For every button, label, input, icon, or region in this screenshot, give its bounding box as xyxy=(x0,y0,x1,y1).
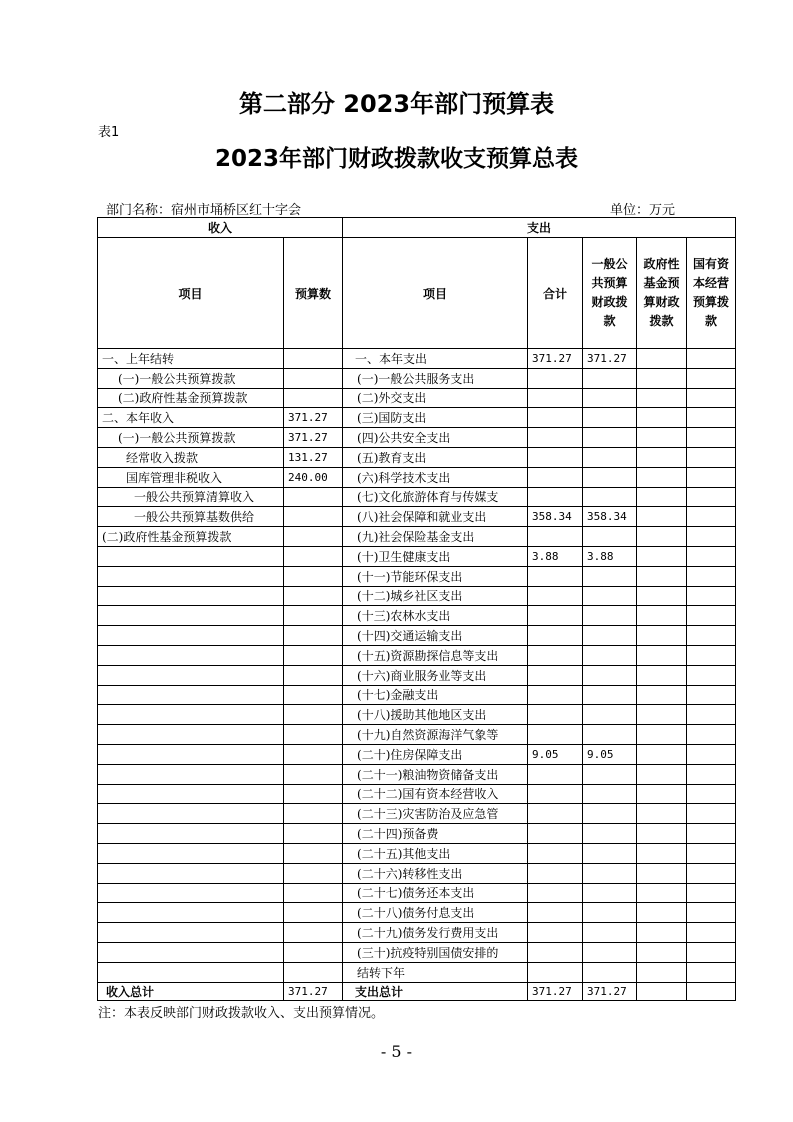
expense-total xyxy=(528,824,583,844)
expense-item: (二十五)其他支出 xyxy=(343,843,528,863)
expense-item: (十六)商业服务业等支出 xyxy=(343,665,528,685)
table-row xyxy=(98,863,736,883)
income-item: 一般公共预算清算收入 xyxy=(98,487,284,507)
table-row xyxy=(98,744,736,764)
income-item-empty xyxy=(98,962,284,982)
income-amount-empty xyxy=(284,705,343,725)
expense-general xyxy=(583,923,637,943)
table-row xyxy=(98,408,736,428)
budget-header: 预算数 xyxy=(284,238,343,349)
expense-general xyxy=(583,962,637,982)
income-amount-empty xyxy=(284,942,343,962)
expense-total xyxy=(528,843,583,863)
expense-fund xyxy=(637,388,687,408)
expense-item: (二)外交支出 xyxy=(343,388,528,408)
income-amount-empty xyxy=(284,784,343,804)
expense-total-label: 支出总计 xyxy=(343,982,528,1000)
income-item-empty xyxy=(98,883,284,903)
income-amount-empty xyxy=(284,626,343,646)
table-row xyxy=(98,843,736,863)
income-header: 收入 xyxy=(98,218,343,238)
expense-item: (二十四)预备费 xyxy=(343,824,528,844)
expense-item-header: 项目 xyxy=(343,238,528,349)
expense-general xyxy=(583,487,637,507)
department-name: 部门名称：宿州市埇桥区红十字会 xyxy=(106,203,302,218)
expense-general xyxy=(583,843,637,863)
table-row xyxy=(98,784,736,804)
income-amount xyxy=(284,349,343,369)
income-amount-empty xyxy=(284,546,343,566)
expense-general xyxy=(583,804,637,824)
expense-total xyxy=(528,388,583,408)
expense-item: (二十三)灾害防治及应急管 xyxy=(343,804,528,824)
income-item-header: 项目 xyxy=(98,238,284,349)
expense-fund xyxy=(637,883,687,903)
expense-total xyxy=(528,883,583,903)
expense-state-capital xyxy=(687,606,736,626)
income-item-empty xyxy=(98,942,284,962)
expense-general xyxy=(583,725,637,745)
expense-item: (二十一)粮油物资储备支出 xyxy=(343,764,528,784)
income-amount: 240.00 xyxy=(284,467,343,487)
expense-item: (二十八)债务付息支出 xyxy=(343,903,528,923)
expense-fund xyxy=(637,784,687,804)
expense-item: 一、本年支出 xyxy=(343,349,528,369)
expense-general-total: 371.27 xyxy=(583,982,637,1000)
expense-item: (三十)抗疫特别国债安排的 xyxy=(343,942,528,962)
expense-state-capital xyxy=(687,764,736,784)
expense-item: (二十二)国有资本经营收入 xyxy=(343,784,528,804)
income-amount-empty xyxy=(284,883,343,903)
table-row xyxy=(98,507,736,527)
expense-item: (十二)城乡社区支出 xyxy=(343,586,528,606)
expense-general xyxy=(583,883,637,903)
income-amount xyxy=(284,507,343,527)
expense-general xyxy=(583,665,637,685)
expense-state-capital xyxy=(687,725,736,745)
expense-general xyxy=(583,824,637,844)
table-row xyxy=(98,942,736,962)
income-item-empty xyxy=(98,843,284,863)
general-budget-header: 一般公共预算财政拨款 xyxy=(583,238,637,349)
expense-state-capital xyxy=(687,705,736,725)
expense-fund xyxy=(637,903,687,923)
expense-total xyxy=(528,962,583,982)
expense-total xyxy=(528,626,583,646)
income-amount-empty xyxy=(284,685,343,705)
expense-general xyxy=(583,764,637,784)
income-item-empty xyxy=(98,566,284,586)
table-row xyxy=(98,566,736,586)
expense-state-capital xyxy=(687,388,736,408)
state-capital-header: 国有资本经营预算拨款 xyxy=(687,238,736,349)
expense-state-capital xyxy=(687,349,736,369)
expense-general xyxy=(583,428,637,448)
expense-state-capital xyxy=(687,546,736,566)
table-row xyxy=(98,606,736,626)
expense-state-capital xyxy=(687,863,736,883)
income-item: 二、本年收入 xyxy=(98,408,284,428)
expense-item: (二十七)债务还本支出 xyxy=(343,883,528,903)
income-amount-empty xyxy=(284,843,343,863)
table-row xyxy=(98,645,736,665)
expense-state-capital xyxy=(687,665,736,685)
table-row xyxy=(98,903,736,923)
income-amount-empty xyxy=(284,863,343,883)
income-amount: 131.27 xyxy=(284,447,343,467)
expense-total: 3.88 xyxy=(528,546,583,566)
expense-total xyxy=(528,804,583,824)
expense-item: (十八)援助其他地区支出 xyxy=(343,705,528,725)
expense-item: (二十九)债务发行费用支出 xyxy=(343,923,528,943)
expense-fund xyxy=(637,725,687,745)
expense-general xyxy=(583,527,637,547)
expense-fund xyxy=(637,942,687,962)
expense-item: (一)一般公共服务支出 xyxy=(343,368,528,388)
expense-general: 3.88 xyxy=(583,546,637,566)
expense-state-capital xyxy=(687,843,736,863)
expense-state-capital xyxy=(687,923,736,943)
expense-total: 371.27 xyxy=(528,349,583,369)
income-item-empty xyxy=(98,784,284,804)
expense-general xyxy=(583,408,637,428)
expense-fund xyxy=(637,863,687,883)
expense-state-capital xyxy=(687,368,736,388)
income-amount-empty xyxy=(284,764,343,784)
expense-item: (二十)住房保障支出 xyxy=(343,744,528,764)
income-item-empty xyxy=(98,804,284,824)
total-header: 合计 xyxy=(528,238,583,349)
income-item-empty xyxy=(98,665,284,685)
expense-item: 结转下年 xyxy=(343,962,528,982)
expense-state-capital xyxy=(687,626,736,646)
expense-total xyxy=(528,527,583,547)
table-row xyxy=(98,467,736,487)
expense-general xyxy=(583,705,637,725)
expense-general xyxy=(583,606,637,626)
table-number: 表1 xyxy=(98,125,120,140)
expense-header: 支出 xyxy=(343,218,736,238)
table-row xyxy=(98,368,736,388)
expense-general xyxy=(583,586,637,606)
expense-total xyxy=(528,467,583,487)
table-row xyxy=(98,962,736,982)
income-item-empty xyxy=(98,546,284,566)
table-row xyxy=(98,923,736,943)
table-row xyxy=(98,447,736,467)
expense-total xyxy=(528,428,583,448)
fund-budget-header: 政府性基金预算财政拨款 xyxy=(637,238,687,349)
expense-item: (二十六)转移性支出 xyxy=(343,863,528,883)
table-row xyxy=(98,705,736,725)
expense-state-capital xyxy=(687,566,736,586)
expense-general xyxy=(583,784,637,804)
table-row xyxy=(98,349,736,369)
page-number: - 5 - xyxy=(380,1042,413,1061)
expense-general xyxy=(583,626,637,646)
expense-state-capital xyxy=(687,586,736,606)
income-item-empty xyxy=(98,744,284,764)
expense-fund xyxy=(637,447,687,467)
expense-total: 9.05 xyxy=(528,744,583,764)
expense-fund xyxy=(637,546,687,566)
income-amount-empty xyxy=(284,923,343,943)
table-title: 2023年部门财政拨款收支预算总表 xyxy=(214,146,578,172)
expense-total xyxy=(528,764,583,784)
income-item-empty xyxy=(98,863,284,883)
expense-fund xyxy=(637,744,687,764)
income-amount-empty xyxy=(284,566,343,586)
expense-total xyxy=(528,487,583,507)
expense-fund xyxy=(637,824,687,844)
income-item-empty xyxy=(98,725,284,745)
table-row xyxy=(98,764,736,784)
totals-row xyxy=(98,982,736,1000)
expense-state-capital xyxy=(687,408,736,428)
expense-fund xyxy=(637,349,687,369)
expense-total xyxy=(528,368,583,388)
expense-state-capital xyxy=(687,824,736,844)
expense-fund xyxy=(637,843,687,863)
table-row xyxy=(98,428,736,448)
income-item-empty xyxy=(98,626,284,646)
unit-label: 单位：万元 xyxy=(610,203,676,218)
income-item: 国库管理非税收入 xyxy=(98,467,284,487)
expense-item: (十三)农林水支出 xyxy=(343,606,528,626)
expense-state-capital xyxy=(687,903,736,923)
expense-item: (七)文化旅游体育与传媒支 xyxy=(343,487,528,507)
expense-total xyxy=(528,447,583,467)
table-row xyxy=(98,804,736,824)
expense-total xyxy=(528,942,583,962)
expense-item: (十一)节能环保支出 xyxy=(343,566,528,586)
expense-total-amount: 371.27 xyxy=(528,982,583,1000)
expense-fund xyxy=(637,705,687,725)
income-item-empty xyxy=(98,685,284,705)
expense-state-capital xyxy=(687,527,736,547)
income-item-empty xyxy=(98,764,284,784)
expense-state-capital xyxy=(687,942,736,962)
income-item-empty xyxy=(98,903,284,923)
budget-table xyxy=(97,217,736,1001)
expense-general xyxy=(583,368,637,388)
income-amount: 371.27 xyxy=(284,408,343,428)
income-item-empty xyxy=(98,824,284,844)
section-title: 第二部分 2023年部门预算表 xyxy=(238,90,555,118)
expense-total xyxy=(528,705,583,725)
income-amount-empty xyxy=(284,586,343,606)
income-item-empty xyxy=(98,586,284,606)
table-row xyxy=(98,527,736,547)
expense-fund xyxy=(637,428,687,448)
expense-fund xyxy=(637,764,687,784)
expense-item: (三)国防支出 xyxy=(343,408,528,428)
expense-item: (九)社会保险基金支出 xyxy=(343,527,528,547)
expense-item: (五)教育支出 xyxy=(343,447,528,467)
expense-general xyxy=(583,903,637,923)
expense-fund xyxy=(637,487,687,507)
expense-total xyxy=(528,408,583,428)
income-item: (二)政府性基金预算拨款 xyxy=(98,388,284,408)
expense-fund xyxy=(637,566,687,586)
income-item: 一、上年结转 xyxy=(98,349,284,369)
income-item: 一般公共预算基数供给 xyxy=(98,507,284,527)
expense-general: 371.27 xyxy=(583,349,637,369)
income-amount-empty xyxy=(284,645,343,665)
expense-state-capital xyxy=(687,685,736,705)
income-amount-empty xyxy=(284,744,343,764)
expense-item: (四)公共安全支出 xyxy=(343,428,528,448)
income-total-label: 收入总计 xyxy=(98,982,284,1000)
expense-total xyxy=(528,606,583,626)
expense-item: (八)社会保障和就业支出 xyxy=(343,507,528,527)
income-item-empty xyxy=(98,606,284,626)
expense-fund xyxy=(637,507,687,527)
income-item: (二)政府性基金预算拨款 xyxy=(98,527,284,547)
expense-total xyxy=(528,725,583,745)
expense-fund xyxy=(637,606,687,626)
income-amount: 371.27 xyxy=(284,428,343,448)
expense-general xyxy=(583,645,637,665)
income-amount-empty xyxy=(284,962,343,982)
expense-fund xyxy=(637,665,687,685)
expense-general xyxy=(583,467,637,487)
expense-item: (六)科学技术支出 xyxy=(343,467,528,487)
expense-state-total xyxy=(687,982,736,1000)
table-note: 注：本表反映部门财政拨款收入、支出预算情况。 xyxy=(98,1006,385,1021)
expense-total xyxy=(528,645,583,665)
table-row xyxy=(98,487,736,507)
expense-general xyxy=(583,942,637,962)
table-row xyxy=(98,626,736,646)
income-amount-empty xyxy=(284,725,343,745)
income-item-empty xyxy=(98,923,284,943)
expense-fund xyxy=(637,923,687,943)
table-row xyxy=(98,586,736,606)
expense-total xyxy=(528,784,583,804)
table-row xyxy=(98,685,736,705)
expense-state-capital xyxy=(687,962,736,982)
expense-item: (十九)自然资源海洋气象等 xyxy=(343,725,528,745)
income-amount xyxy=(284,368,343,388)
expense-general: 358.34 xyxy=(583,507,637,527)
expense-general xyxy=(583,566,637,586)
expense-fund xyxy=(637,368,687,388)
table-row xyxy=(98,546,736,566)
table-row xyxy=(98,824,736,844)
expense-fund xyxy=(637,645,687,665)
table-row xyxy=(98,665,736,685)
expense-fund xyxy=(637,586,687,606)
expense-total xyxy=(528,586,583,606)
expense-total xyxy=(528,903,583,923)
expense-total xyxy=(528,685,583,705)
income-amount xyxy=(284,487,343,507)
expense-total xyxy=(528,863,583,883)
table-row xyxy=(98,725,736,745)
income-amount-empty xyxy=(284,606,343,626)
expense-fund xyxy=(637,467,687,487)
expense-state-capital xyxy=(687,467,736,487)
expense-state-capital xyxy=(687,487,736,507)
expense-state-capital xyxy=(687,804,736,824)
table-row xyxy=(98,388,736,408)
expense-fund-total xyxy=(637,982,687,1000)
expense-state-capital xyxy=(687,507,736,527)
expense-total xyxy=(528,665,583,685)
expense-general xyxy=(583,388,637,408)
expense-general xyxy=(583,447,637,467)
income-item: (一)一般公共预算拨款 xyxy=(98,368,284,388)
income-amount xyxy=(284,527,343,547)
expense-fund xyxy=(637,527,687,547)
expense-total xyxy=(528,923,583,943)
expense-fund xyxy=(637,626,687,646)
income-item-empty xyxy=(98,645,284,665)
expense-general xyxy=(583,863,637,883)
expense-fund xyxy=(637,408,687,428)
expense-state-capital xyxy=(687,447,736,467)
income-item: 经常收入拨款 xyxy=(98,447,284,467)
expense-state-capital xyxy=(687,428,736,448)
expense-item: (十四)交通运输支出 xyxy=(343,626,528,646)
expense-fund xyxy=(637,804,687,824)
table-row xyxy=(98,883,736,903)
income-total-amount: 371.27 xyxy=(284,982,343,1000)
income-item-empty xyxy=(98,705,284,725)
expense-general: 9.05 xyxy=(583,744,637,764)
expense-item: (十七)金融支出 xyxy=(343,685,528,705)
expense-state-capital xyxy=(687,645,736,665)
expense-fund xyxy=(637,962,687,982)
income-item: (一)一般公共预算拨款 xyxy=(98,428,284,448)
expense-general xyxy=(583,685,637,705)
expense-state-capital xyxy=(687,744,736,764)
expense-total: 358.34 xyxy=(528,507,583,527)
expense-item: (十)卫生健康支出 xyxy=(343,546,528,566)
expense-total xyxy=(528,566,583,586)
expense-item: (十五)资源勘探信息等支出 xyxy=(343,645,528,665)
income-amount xyxy=(284,388,343,408)
income-amount-empty xyxy=(284,665,343,685)
income-amount-empty xyxy=(284,903,343,923)
income-amount-empty xyxy=(284,824,343,844)
expense-fund xyxy=(637,685,687,705)
income-amount-empty xyxy=(284,804,343,824)
expense-state-capital xyxy=(687,883,736,903)
expense-state-capital xyxy=(687,784,736,804)
